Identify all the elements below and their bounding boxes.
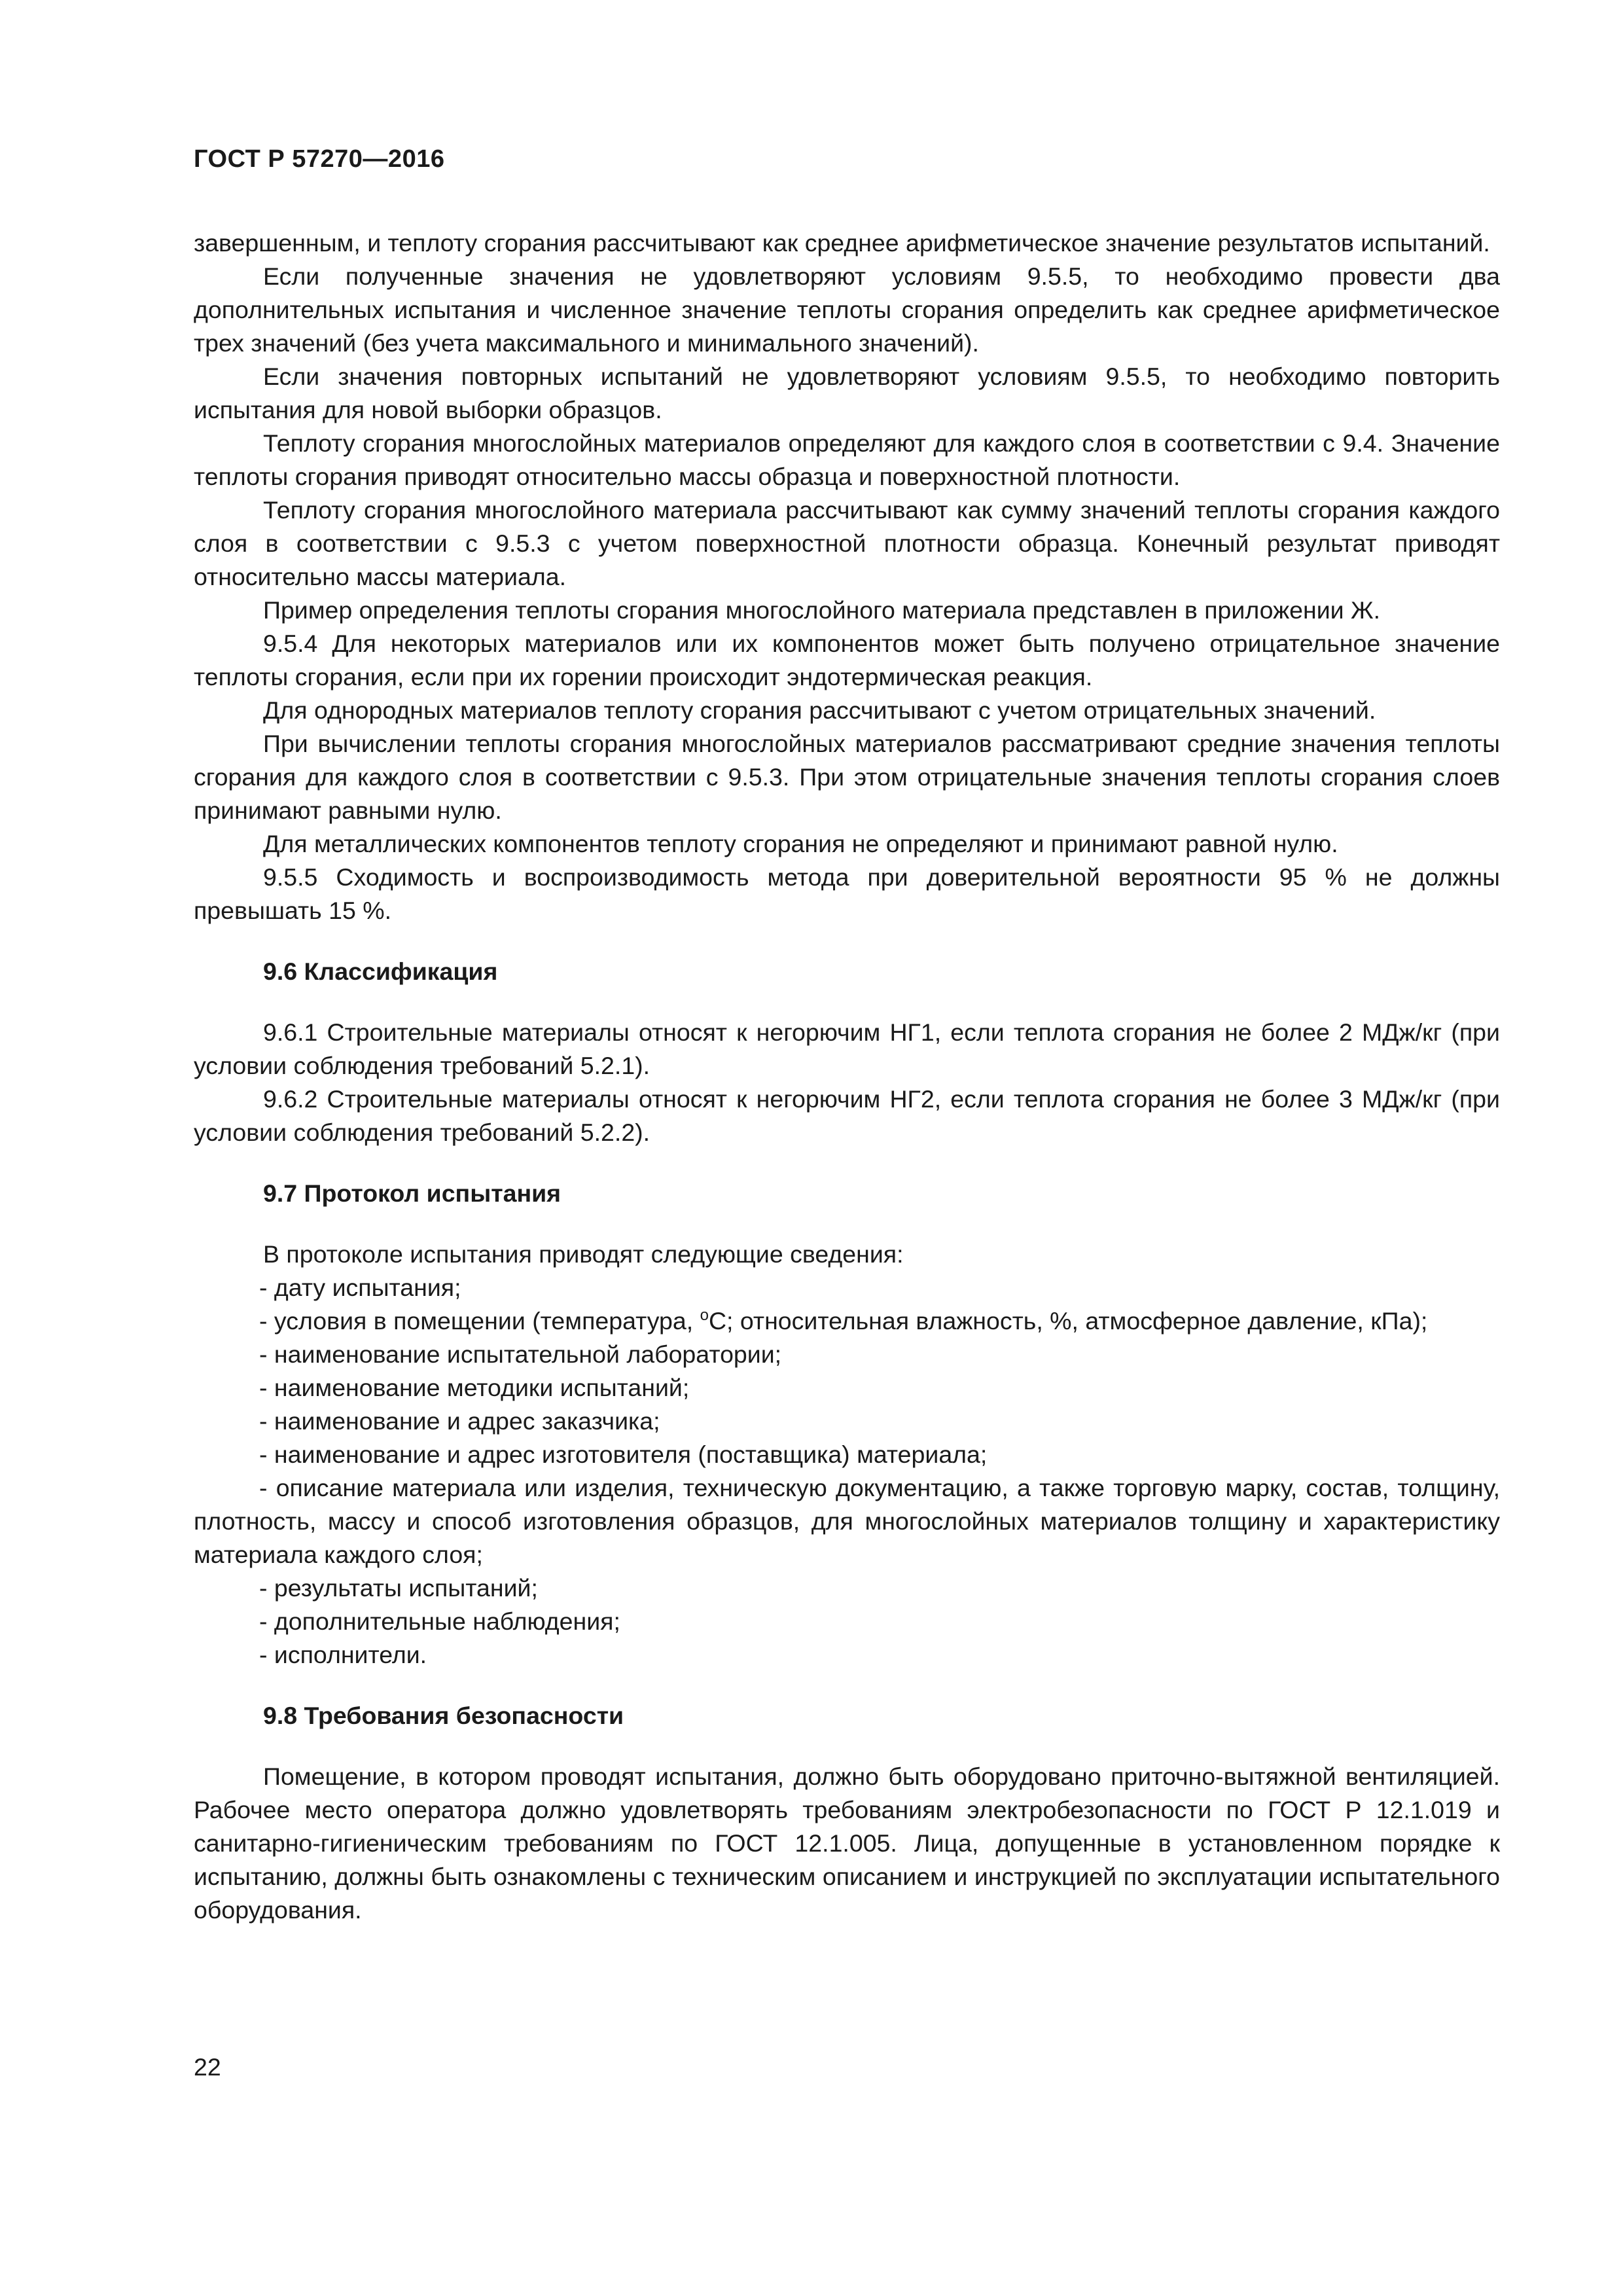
section-heading-9-8: 9.8 Требования безопасности <box>263 1702 624 1729</box>
list-item: - наименование и адрес заказчика; <box>259 1407 660 1435</box>
paragraph: При вычислении теплоты сгорания многослойных материалов рассматривают средние значения теплоты сгорания для каждого слоя в соответствии с 9.5.3. При этом отрицательные значения теплоты сгорания слоев принимают равными нулю. <box>194 730 1500 824</box>
list-item <box>194 1304 1500 1338</box>
paragraph: 9.5.4 Для некоторых материалов или их компонентов может быть получено отрицательное значение теплоты сгорания, если при их горении происходит эндотермическая реакция. <box>194 630 1500 691</box>
list-item-text: С; относительная влажность, %, атмосферное давление, кПа); <box>708 1307 1428 1335</box>
page-number: 22 <box>194 2053 221 2081</box>
paragraph: Для однородных материалов теплоту сгорания рассчитывают с учетом отрицательных значений. <box>263 696 1376 724</box>
section-heading-9-7: 9.7 Протокол испытания <box>263 1179 562 1207</box>
paragraph: завершенным, и теплоту сгорания рассчитывают как среднее арифметическое значение результатов испытаний. <box>194 229 1490 257</box>
paragraph: Теплоту сгорания многослойных материалов определяют для каждого слоя в соответствии с 9.4. Значение теплоты сгорания приводят относительно массы образца и поверхностной плотности. <box>194 429 1500 490</box>
list-item: - результаты испытаний; <box>259 1574 538 1602</box>
list-item: - исполнители. <box>259 1641 427 1668</box>
protocol-intro: В протоколе испытания приводят следующие сведения: <box>263 1240 904 1268</box>
paragraph: Для металлических компонентов теплоту сгорания не определяют и принимают равной нулю. <box>263 830 1338 857</box>
document-header: ГОСТ Р 57270—2016 <box>194 145 445 173</box>
list-item-text: - условия в помещении (температура, <box>259 1307 700 1335</box>
paragraph: Если полученные значения не удовлетворяют условиям 9.5.5, то необходимо провести два дополнительных испытания и численное значение теплоты сгорания определить как среднее арифметическое трех значений (без учета максимального и минимального значений). <box>194 262 1500 357</box>
paragraph: Пример определения теплоты сгорания многослойного материала представлен в приложении Ж. <box>263 596 1381 624</box>
paragraph: Теплоту сгорания многослойного материала рассчитывают как сумму значений теплоты сгорания каждого слоя в соответствии с 9.5.3 с учетом поверхностной плотности образца. Конечный результат приводят относительно массы материала. <box>194 496 1500 590</box>
list-item: - дополнительные наблюдения; <box>259 1607 620 1635</box>
list-item: - наименование методики испытаний; <box>259 1374 690 1401</box>
list-item: - описание материала или изделия, техническую документацию, а также торговую марку, состав, толщину, плотность, массу и способ изготовления образцов, для многослойных материалов толщину и характеристику материала каждого слоя; <box>194 1474 1500 1568</box>
section-heading-9-6: 9.6 Классификация <box>263 958 498 985</box>
degree-superscript: о <box>700 1306 709 1324</box>
clause-9-6-2: 9.6.2 Строительные материалы относят к негорючим НГ2, если теплота сгорания не более 3 МДж/кг (при условии соблюдения требований 5.2.2). <box>194 1085 1500 1146</box>
paragraph: 9.5.5 Сходимость и воспроизводимость метода при доверительной вероятности 95 % не должны превышать 15 %. <box>194 863 1500 924</box>
document-body <box>194 226 1500 1927</box>
clause-9-6-1: 9.6.1 Строительные материалы относят к негорючим НГ1, если теплота сгорания не более 2 МДж/кг (при условии соблюдения требований 5.2.1). <box>194 1018 1500 1079</box>
list-item: - наименование испытательной лаборатории; <box>259 1340 782 1368</box>
paragraph: Если значения повторных испытаний не удовлетворяют условиям 9.5.5, то необходимо повторить испытания для новой выборки образцов. <box>194 363 1500 423</box>
safety-paragraph: Помещение, в котором проводят испытания, должно быть оборудовано приточно-вытяжной вентиляцией. Рабочее место оператора должно удовлетворять требованиям электробезопасности по ГОСТ Р 12.1.019 и санитарно-гигиеническим требованиям по ГОСТ 12.1.005. Лица, допущенные в установленном порядке к испытанию, должны быть ознакомлены с техническим описанием и инструкцией по эксплуатации испытательного оборудования. <box>194 1763 1500 1924</box>
list-item: - наименование и адрес изготовителя (поставщика) материала; <box>259 1441 988 1468</box>
list-item: - дату испытания; <box>259 1274 461 1301</box>
